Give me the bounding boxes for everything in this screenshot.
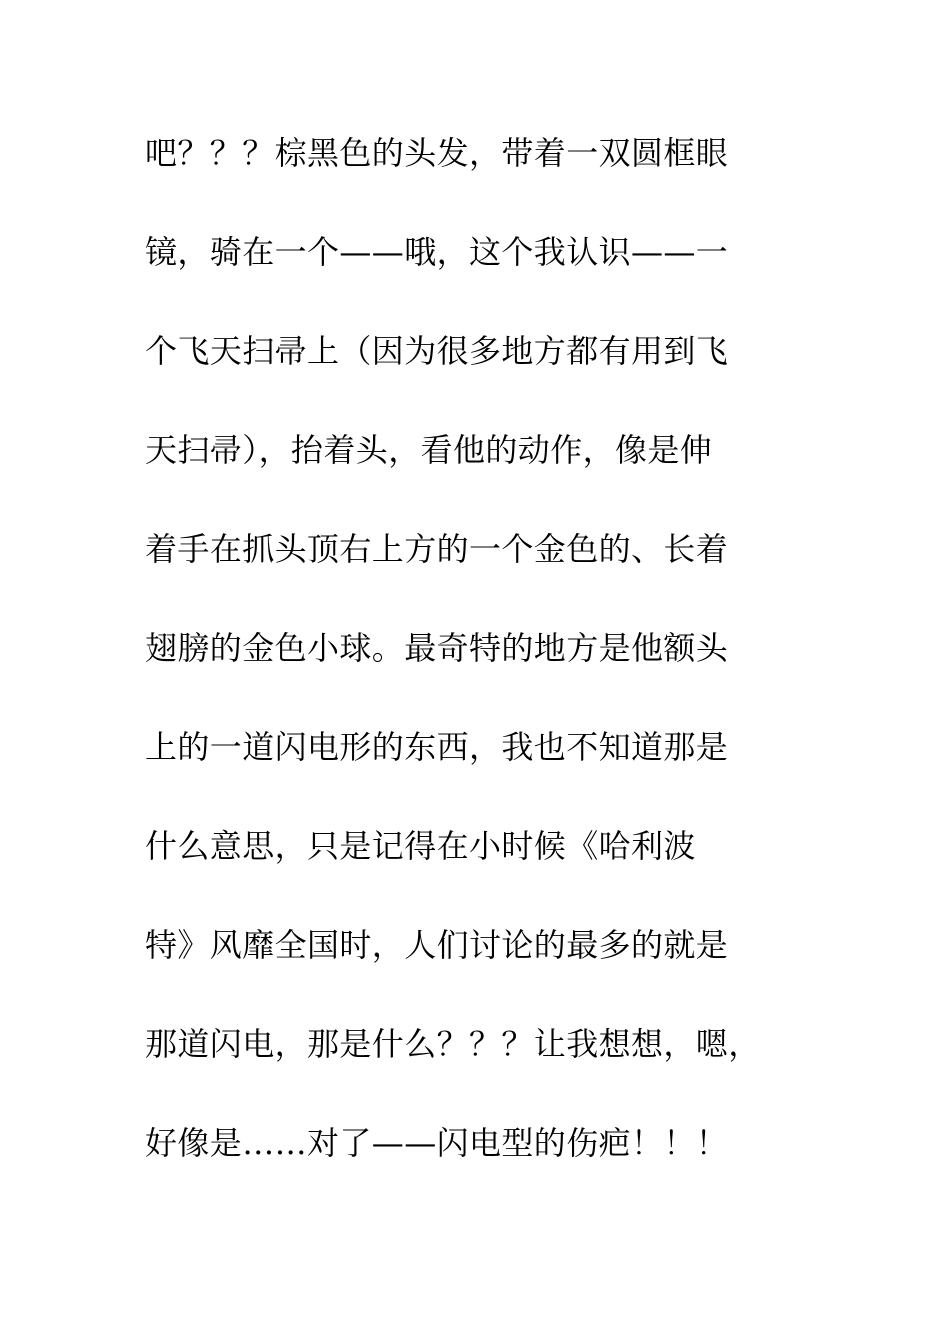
text-line: 吧？？？棕黑色的头发，带着一双圆框眼 [145,134,729,172]
text-line: 天扫帚），抬着头，看他的动作，像是伸 [145,431,713,469]
text-line: 上的一道闪电形的东西，我也不知道那是 [145,728,729,766]
text-line: 什么意思，只是记得在小时候《哈利波 [145,827,696,865]
text-line: 特》风靡全国时，人们讨论的最多的就是 [145,926,729,964]
text-line: 好像是……对了——闪电型的伤疤！！！ [145,1124,729,1162]
text-line: 镜，骑在一个——哦，这个我认识——一 [145,233,729,271]
text-line: 着手在抓头顶右上方的一个金色的、长着 [145,530,729,568]
text-line: 个飞天扫帚上（因为很多地方都有用到飞 [145,332,729,370]
text-line: 翅膀的金色小球。最奇特的地方是他额头 [145,629,729,667]
text-line: 那道闪电，那是什么？？？让我想想，嗯， [145,1025,761,1063]
